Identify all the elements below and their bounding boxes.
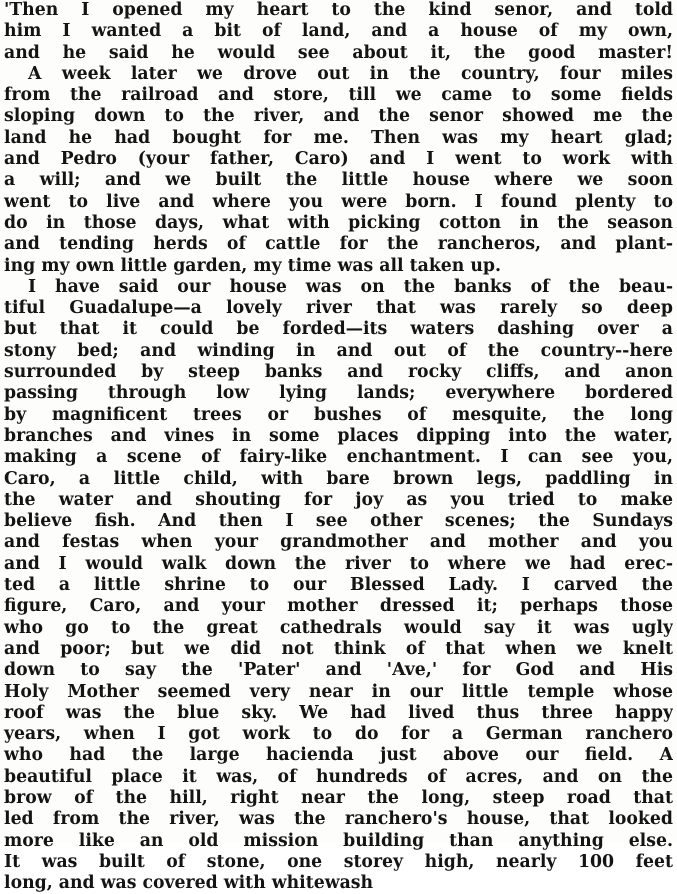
text-line: 'Then I opened my heart to the kind senor, and told: [4, 0, 673, 20]
text-line: years, when I got work to do for a German ranchero: [4, 724, 673, 745]
text-line: surrounded by steep banks and rocky cliffs, and anon: [4, 362, 673, 383]
text-line: It was built of stone, one storey high, nearly 100 feet: [4, 851, 673, 872]
text-line: brow of the hill, right near the long, steep road that: [4, 787, 673, 808]
text-line: down to say the 'Pater' and 'Ave,' for God and His: [4, 660, 673, 681]
text-line: land he had bought for me. Then was my heart glad;: [4, 127, 673, 148]
text-line: believe fish. And then I see other scenes; the Sundays: [4, 511, 673, 532]
text-line: and tending herds of cattle for the rancheros, and plant-: [4, 234, 673, 255]
text-line: Holy Mother seemed very near in our little temple whose: [4, 681, 673, 702]
text-line: by magnificent trees or bushes of mesquite, the long: [4, 404, 673, 425]
text-line: him I wanted a bit of land, and a house of my own,: [4, 21, 673, 42]
text-line: tiful Guadalupe—a lovely river that was rarely so deep: [4, 298, 673, 319]
text-line: ing my own little garden, my time was all taken up.: [4, 255, 502, 276]
text-line: from the railroad and store, till we came to some fields: [4, 85, 673, 106]
text-line: sloping down to the river, and the senor showed me the: [4, 106, 673, 127]
text-line: who had the large hacienda just above our field. A: [4, 745, 673, 766]
text-line: figure, Caro, and your mother dressed it; perhaps those: [4, 596, 673, 617]
text-line: long, and was covered with whitewash: [4, 873, 374, 894]
text-line: roof was the blue sky. We had lived thus three happy: [4, 702, 673, 723]
text-line: and poor; but we did not think of that when we knelt: [4, 638, 673, 659]
text-line: stony bed; and winding in and out of the country--here: [4, 340, 673, 361]
text-line: branches and vines in some places dipping into the water,: [4, 425, 673, 446]
text-line: passing through low lying lands; everywhere bordered: [4, 383, 673, 404]
text-line: but that it could be forded—its waters dashing over a: [4, 319, 673, 340]
text-line: more like an old mission building than anything else.: [4, 830, 673, 851]
text-line: I have said our house was on the banks of the beau-: [28, 276, 673, 297]
text-line: a will; and we built the little house where we soon: [4, 170, 673, 191]
text-line: the water and shouting for joy as you tried to make: [4, 489, 673, 510]
text-line: making a scene of fairy-like enchantment. I can see you,: [4, 447, 673, 468]
text-line: and Pedro (your father, Caro) and I went to work with: [4, 149, 673, 170]
text-line: went to live and where you were born. I found plenty to: [4, 191, 673, 212]
text-line: and festas when your grandmother and mother and you: [4, 532, 673, 553]
text-line: who go to the great cathedrals would say it was ugly: [4, 617, 673, 638]
text-line: A week later we drove out in the country, four miles: [28, 63, 673, 84]
text-line: Caro, a little child, with bare brown legs, paddling in: [4, 468, 673, 489]
text-line: beautiful place it was, of hundreds of acres, and on the: [4, 766, 673, 787]
text-line: led from the river, was the ranchero's house, that looked: [4, 809, 673, 830]
text-line: do in those days, what with picking cotton in the season: [4, 212, 673, 233]
text-line: ted a little shrine to our Blessed Lady. I carved the: [4, 575, 673, 596]
text-line: and I would walk down the river to where we had erec-: [4, 553, 673, 574]
text-line: and he said he would see about it, the good master!: [4, 42, 673, 63]
